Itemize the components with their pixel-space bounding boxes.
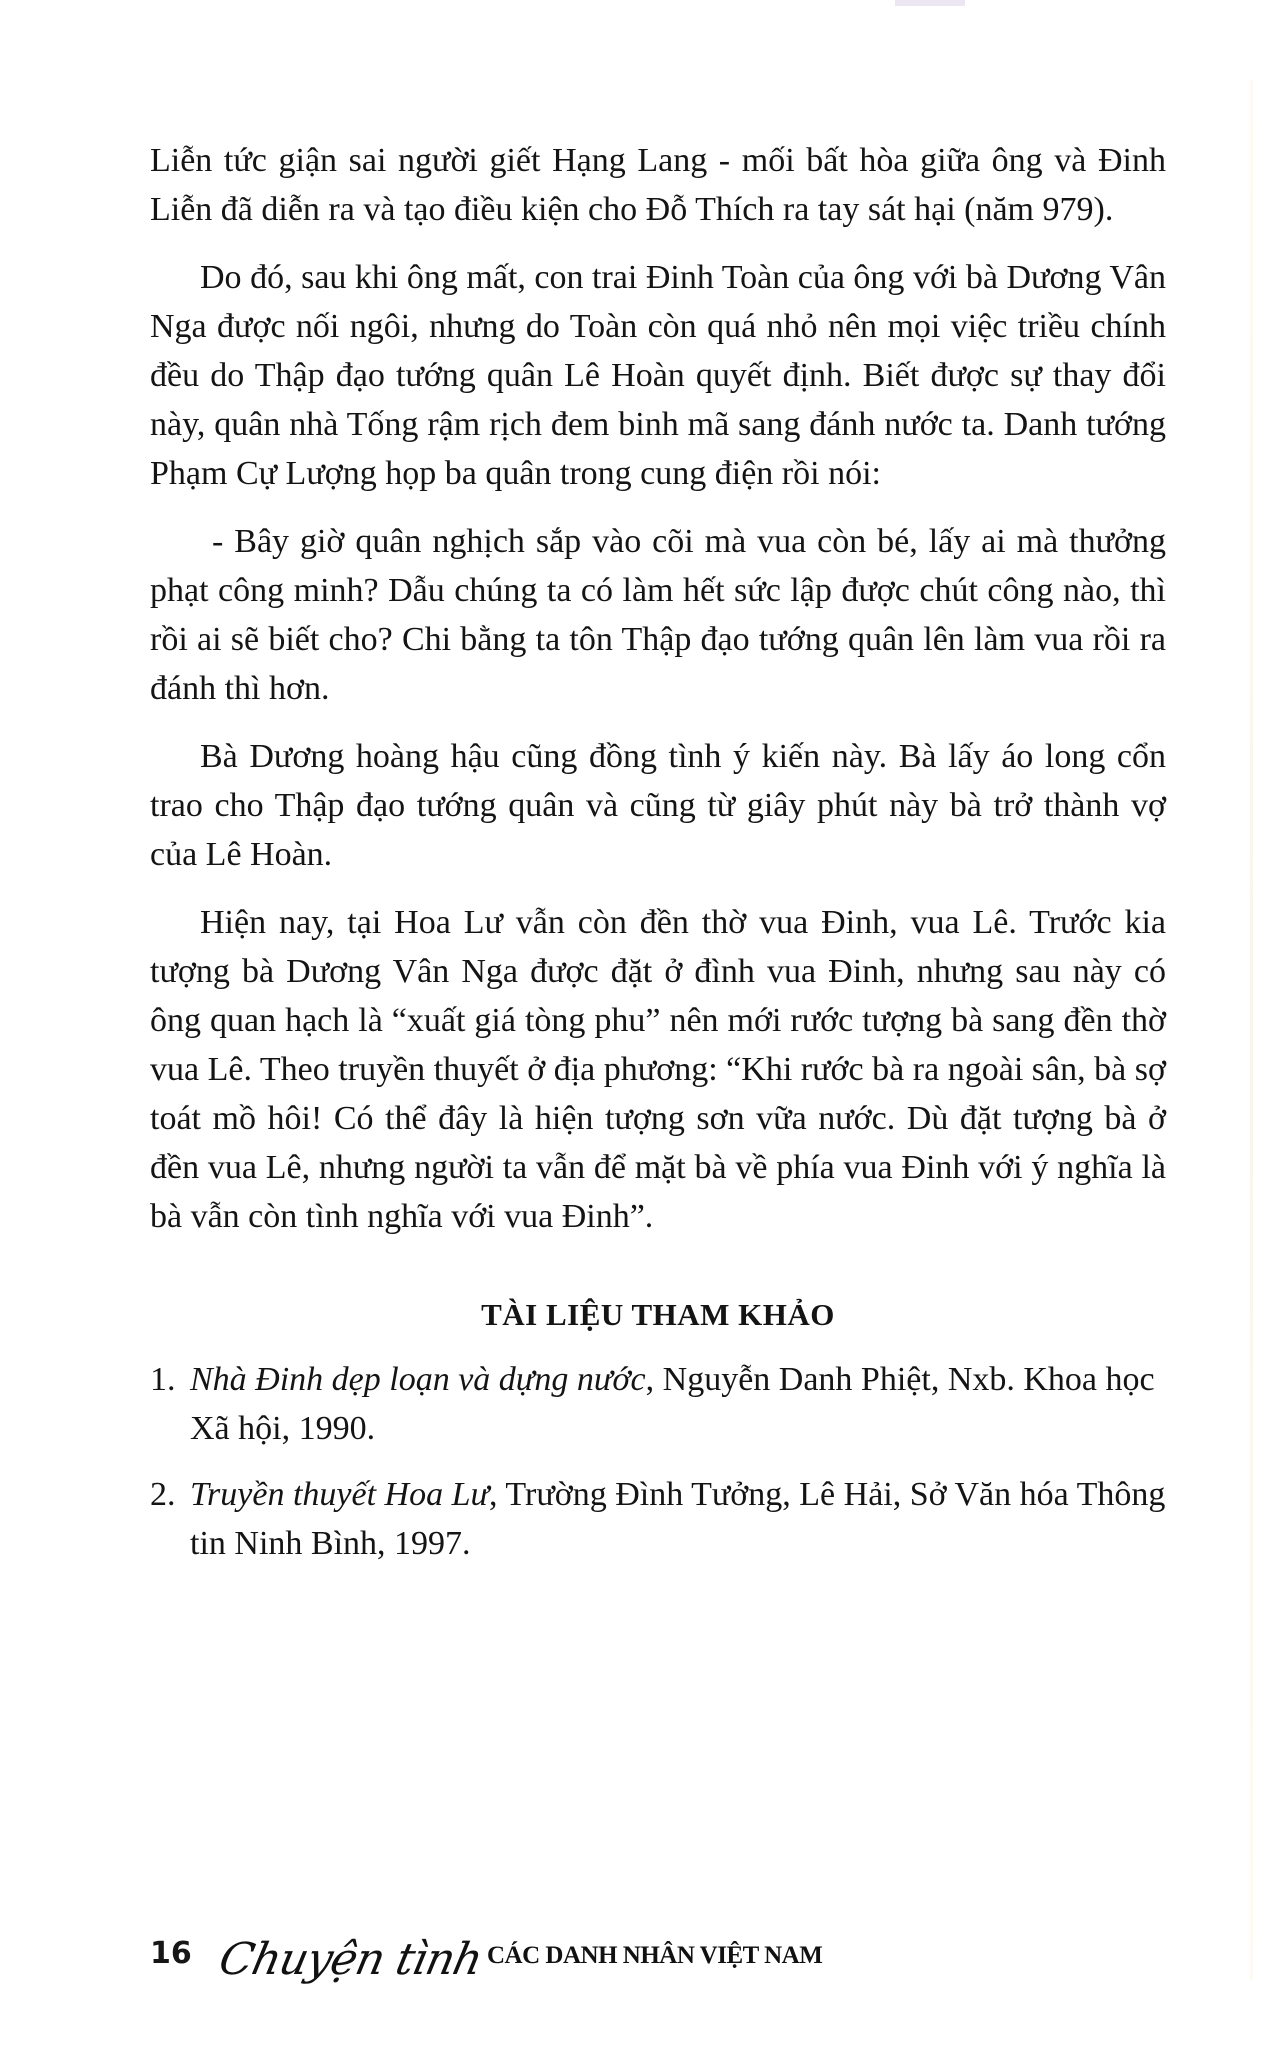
- reference-title: Nhà Đinh dẹp loạn và dựng nước: [190, 1361, 646, 1398]
- page-edge-top: [895, 0, 965, 6]
- reference-item: [150, 1470, 1166, 1568]
- reference-number: 1.: [150, 1361, 176, 1398]
- reference-details: , Trường Đình Tưởng, Lê Hải, Sở Văn hóa Thông tin Ninh Bình, 1997.: [190, 1476, 1166, 1562]
- paragraph-queen-duong-consent: Bà Dương hoàng hậu cũng đồng tình ý kiến này. Bà lấy áo long cổn trao cho Thập đạo tướng quân và cũng từ giây phút này bà trở thành vợ của Lê Hoàn.: [150, 738, 1166, 873]
- paragraph-pham-cu-luong-speech: - Bây giờ quân nghịch sắp vào cõi mà vua còn bé, lấy ai mà thưởng phạt công minh? Dẫu chúng ta có làm hết sức lập được chút công nào, thì rồi ai sẽ biết cho? Chi bằng ta tôn Thập đạo tướng quân lên làm vua rồi ra đánh thì hơn.: [150, 523, 1166, 707]
- page-number: 16: [150, 1936, 192, 1971]
- page-edge-right: [1250, 80, 1253, 1980]
- paragraph-continuation: Liễn tức giận sai người giết Hạng Lang - mối bất hòa giữa ông và Đinh Liễn đã diễn ra và tạo điều kiện cho Đỗ Thích ra tay sát hại (năm 979).: [150, 142, 1166, 228]
- reference-text: [190, 1470, 1166, 1568]
- reference-details: , Nguyễn Danh Phiệt, Nxb. Khoa học Xã hội, 1990.: [190, 1361, 1155, 1447]
- reference-title: Truyền thuyết Hoa Lư: [190, 1476, 490, 1513]
- page-body: [150, 136, 1166, 1585]
- reference-number: 2.: [150, 1476, 176, 1513]
- references-heading: TÀI LIỆU THAM KHẢO: [481, 1297, 835, 1332]
- paragraph-dinh-toan-succession: Do đó, sau khi ông mất, con trai Đinh Toàn của ông với bà Dương Vân Nga được nối ngôi, nhưng do Toàn còn quá nhỏ nên mọi việc triều chính đều do Thập đạo tướng quân Lê Hoàn quyết định. Biết được sự thay đổi này, quân nhà Tống rậm rịch đem binh mã sang đánh nước ta. Danh tướng Phạm Cự Lượng họp ba quân trong cung điện rồi nói:: [150, 259, 1166, 492]
- reference-text: [190, 1355, 1166, 1453]
- running-title: [214, 1932, 823, 1988]
- running-title-script: Chuyện tình: [214, 1934, 487, 1985]
- paragraph-hoa-lu-temple: Hiện nay, tại Hoa Lư vẫn còn đền thờ vua Đinh, vua Lê. Trước kia tượng bà Dương Vân Nga được đặt ở đình vua Đinh, nhưng sau này có ông quan hạch là “xuất giá tòng phu” nên mới rước tượng bà sang đền thờ vua Lê. Theo truyền thuyết ở địa phương: “Khi rước bà ra ngoài sân, bà sợ toát mồ hôi! Có thể đây là hiện tượng sơn vữa nước. Dù đặt tượng bà ở đền vua Lê, nhưng người ta vẫn để mặt bà về phía vua Đinh với ý nghĩa là bà vẫn còn tình nghĩa với vua Đinh”.: [150, 904, 1166, 1235]
- page-footer: [150, 1918, 822, 1988]
- reference-item: [150, 1355, 1166, 1453]
- running-title-caps: CÁC DANH NHÂN VIỆT NAM: [487, 1942, 823, 1969]
